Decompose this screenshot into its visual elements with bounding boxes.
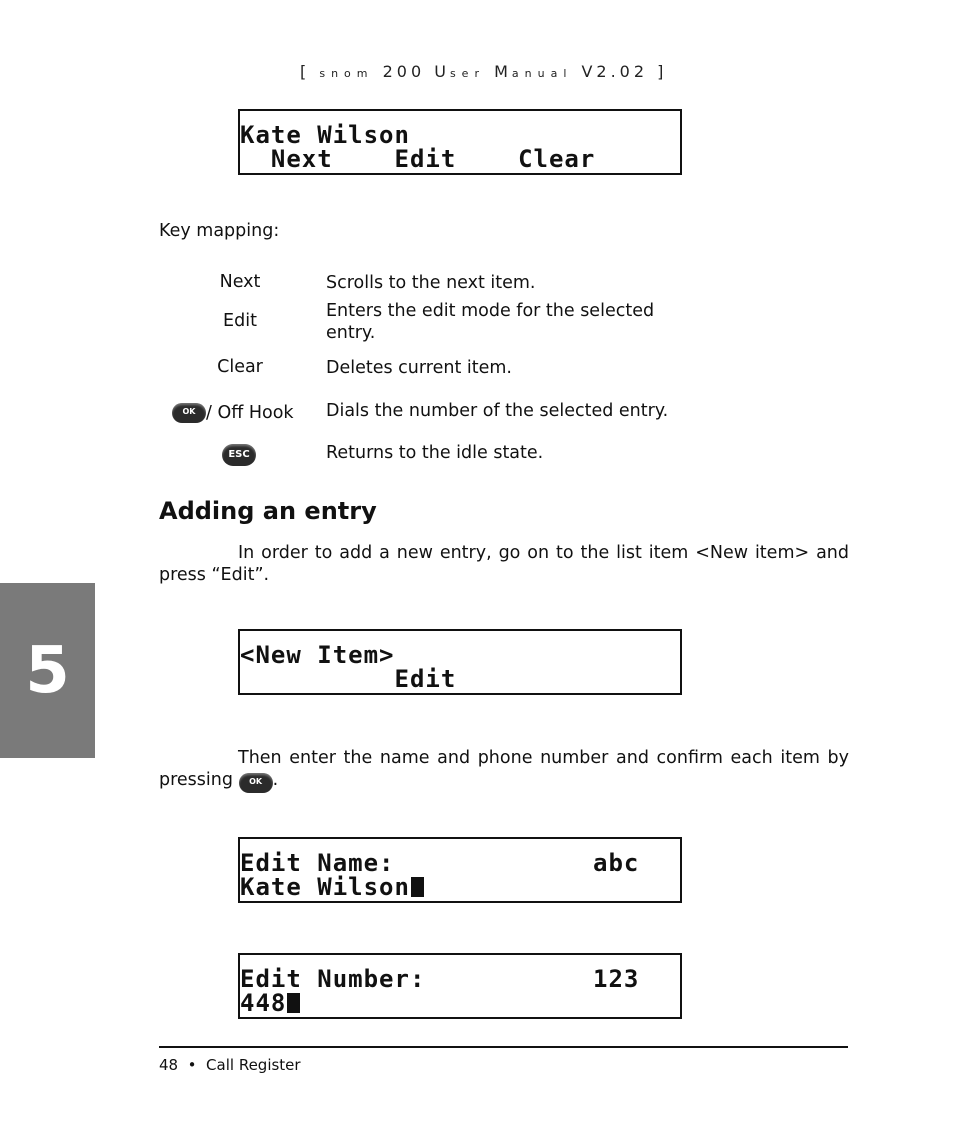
lcd-number-value: 448: [240, 989, 287, 1017]
key-ok-offhook: [172, 399, 294, 423]
lcd-display-new-item: [238, 629, 682, 695]
key-next: Next: [219, 272, 261, 292]
footer-section: Call Register: [206, 1056, 301, 1074]
key-ok-offhook-label: / Off Hook: [206, 403, 294, 423]
key-ok-desc: Dials the number of the selected entry.: [326, 401, 669, 421]
lcd-display-edit-name: [238, 837, 682, 903]
key-edit-desc: Enters the edit mode for the selected entry.: [326, 301, 655, 343]
lcd-line-1: Edit Name:: [240, 849, 395, 877]
lcd-input-mode: abc: [593, 849, 640, 877]
paragraph-add-entry: [159, 542, 849, 586]
lcd-line-1: Edit Number:: [240, 965, 426, 993]
chapter-tab: 5: [0, 583, 95, 758]
header-bracket-open: [: [300, 62, 311, 81]
key-clear-desc: Deletes current item.: [326, 358, 512, 378]
lcd-input-mode: 123: [593, 965, 640, 993]
key-esc: [222, 442, 256, 466]
paragraph-confirm-text: Then enter the name and phone number and confirm each item by pressing: [159, 748, 849, 790]
key-clear: Clear: [217, 357, 263, 377]
running-header: [300, 62, 720, 81]
paragraph-add-entry-text: In order to add a new entry, go on to the list item <New item> and press “Edit”.: [159, 543, 849, 585]
footer-bullet: •: [187, 1056, 197, 1074]
header-model: 200: [382, 62, 426, 81]
key-edit: Edit: [223, 311, 257, 331]
lcd-line-1: Kate Wilson: [240, 121, 410, 149]
header-version: V2.02: [581, 62, 649, 81]
lcd-line-2: Next Edit Clear: [240, 145, 596, 173]
paragraph-confirm-period: .: [272, 770, 279, 790]
key-mapping-label: Key mapping:: [159, 221, 280, 241]
lcd-line-2: [240, 875, 424, 899]
header-ser: ser: [449, 67, 485, 80]
header-anual: anual: [511, 67, 573, 80]
lcd-display-edit-number: [238, 953, 682, 1019]
lcd-line-1: <New Item>: [240, 641, 395, 669]
header-bracket-close: ]: [657, 62, 668, 81]
lcd-line-2: Edit: [240, 665, 457, 693]
ok-key-icon: OK: [172, 403, 206, 423]
esc-key-icon: ESC: [222, 444, 256, 466]
key-next-desc: Scrolls to the next item.: [326, 273, 536, 293]
header-snom: snom: [319, 67, 374, 80]
header-u: U: [434, 62, 450, 81]
paragraph-confirm: [159, 747, 849, 793]
header-m: M: [494, 62, 512, 81]
page-number: 48: [159, 1056, 179, 1074]
lcd-name-value: Kate Wilson: [240, 873, 410, 901]
footer-rule: [159, 1046, 848, 1048]
key-esc-desc: Returns to the idle state.: [326, 443, 544, 463]
cursor-block: [287, 993, 300, 1013]
page-footer: [159, 1056, 301, 1074]
cursor-block: [411, 877, 424, 897]
section-heading: Adding an entry: [159, 497, 377, 525]
lcd-line-2: [240, 991, 300, 1015]
lcd-display-contact: [238, 109, 682, 175]
ok-key-icon: OK: [239, 773, 273, 793]
